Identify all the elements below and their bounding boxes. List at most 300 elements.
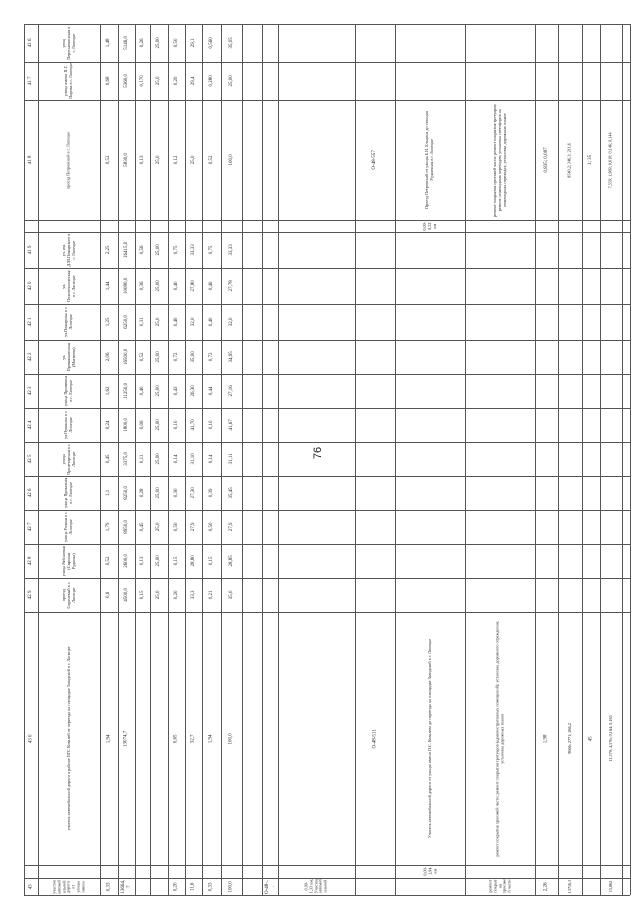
table-cell-no: [24, 442, 38, 476]
table-cell-street: [38, 408, 100, 442]
table-cell-text: 1,1: [106, 489, 112, 497]
table-cell-c1: [135, 544, 150, 578]
table-cell-c2: [150, 374, 168, 408]
table-cell-c2: [150, 510, 168, 544]
table-cell-text: 1,94: [208, 734, 214, 743]
table-cell-darea: [558, 612, 582, 865]
table-cell-text: 100,0: [228, 154, 234, 166]
table-cell-text: 42 3: [28, 386, 34, 396]
table-cell-text: 33,3: [190, 590, 196, 600]
table-cell-street: [38, 62, 100, 100]
table-cell-text: 1; 35: [588, 154, 594, 166]
table-cell-text: 100,0: [228, 732, 234, 745]
table-cell-text: 25,00: [156, 419, 162, 431]
table-cell-dq1: [582, 100, 600, 220]
table-cell-text: улица Пришвина в г. Липецке: [63, 375, 73, 407]
table-cell-text: 1,25: [106, 317, 112, 327]
table-cell-c6: [221, 510, 242, 544]
table-cell-street: [38, 340, 100, 374]
table-cell-text: 0,56: [139, 245, 145, 255]
table-cell-text: 27,78: [228, 280, 234, 292]
table-cell-c5: [202, 232, 221, 268]
table-cell-text: 0,15: [139, 590, 145, 600]
table-cell-dq2: [600, 878, 622, 895]
table-cell-c1: [135, 24, 150, 62]
table-cell-c5: [202, 510, 221, 544]
table-cell-text: 41 7: [28, 76, 34, 86]
table-cell-c3: [168, 442, 185, 476]
table-cell-text: проезд Петровский в г. Липецке: [65, 131, 71, 189]
table-cell-text: 1,48: [106, 38, 112, 48]
table-cell-text: 26,30: [190, 385, 196, 397]
table-cell-text: 1,98: [543, 734, 549, 743]
table-cell-text: 100,0: [228, 880, 234, 893]
table-cell-text: 11,379; 4,576; 0,184; 0,185: [607, 715, 613, 762]
table-cell-c2: [150, 24, 168, 62]
table-cell-c4: [185, 304, 202, 340]
table-cell-text: 0,00-0,52 км: [421, 221, 437, 231]
table-cell-text: 0,15: [208, 556, 214, 566]
table-cell-text: 1,94: [106, 734, 112, 743]
table-cell-c2: [150, 340, 168, 374]
table-cell-c2: [150, 232, 168, 268]
table-cell-no: [24, 878, 38, 895]
table-cell-text: 2,06: [106, 352, 112, 362]
table-cell-text: 6250,0: [123, 315, 129, 329]
table-cell-text: 4500,0: [123, 588, 129, 602]
table-cell-text: 8540,2; 346,3; 211,6: [566, 142, 572, 178]
table-cell-text: 42 8: [28, 556, 34, 566]
table-cell-text: ул.Пушкина в г. Липецке: [63, 410, 73, 440]
page-number-text: 76: [312, 446, 324, 460]
table-cell-length: [100, 878, 118, 895]
table-cell-text: 41 8: [28, 155, 34, 165]
table-cell-text: 29,4: [190, 76, 196, 86]
table-cell-length: [100, 408, 118, 442]
table-cell-length: [100, 510, 118, 544]
table-cell-c3: [168, 304, 185, 340]
table-cell-c6: [221, 612, 242, 865]
table-cell-street: [38, 612, 100, 865]
table-cell-text: 27,30: [190, 487, 196, 499]
table-cell-c6: [221, 374, 242, 408]
table-cell-c5: [202, 878, 221, 895]
table-cell-dwork: [465, 878, 535, 895]
table-cell-c2: [150, 268, 168, 304]
table-cell-text: улица Пролетарская в г. Липецке: [60, 443, 76, 475]
table-cell-text: 13074,7: [123, 730, 129, 747]
table-cell-c3: [168, 612, 185, 865]
table-cell-text: 27,16: [228, 385, 234, 397]
table-cell-street: [38, 510, 100, 544]
table-cell-text: 43: [28, 884, 34, 889]
table-cell-text: ремонт покрытия проезжей части; ремонт покрытия тротуаров (административных помещений); установка дорожного ограждения; установка дорожных знаков: [494, 620, 504, 857]
table-cell-ddesc: [395, 220, 465, 232]
table-cell-area: [118, 544, 135, 578]
table-cell-length: [100, 578, 118, 612]
table-cell-text: 0,24: [106, 420, 112, 430]
table-cell-c5: [202, 304, 221, 340]
table-cell-text: 2,26: [543, 882, 549, 891]
table-cell-no: [24, 24, 38, 62]
table-cell-text: 25,00: [156, 280, 162, 292]
table-cell-text: улица Рочная в г. Липецке: [63, 511, 73, 543]
table-cell-text: 13664,7: [120, 879, 132, 894]
table-cell-text: 5360,0: [123, 74, 129, 88]
table-cell-dwork: [465, 100, 535, 220]
table-cell-text: 25,0: [190, 155, 196, 165]
table-cell-street: [38, 268, 100, 304]
table-cell-text: 25,00: [156, 453, 162, 465]
table-cell-text: 35,0: [228, 590, 234, 600]
table-cell-text: ремонт покрытия проезжей части; ремонт покрытия тротуаров; ремонт пешеходных переходов; установка светофоров на пешеходных переходах; установка дорожных знаков: [491, 103, 507, 217]
table-cell-text: 25,00: [156, 244, 162, 256]
table-cell-text: 42 2: [28, 352, 34, 362]
table-cell-c4: [185, 544, 202, 578]
table-cell-area: [118, 340, 135, 374]
table-cell-text: 0,14: [173, 454, 179, 464]
table-cell-c6: [221, 442, 242, 476]
table-cell-dwork: [465, 612, 535, 865]
table-cell-c3: [168, 268, 185, 304]
table-cell-text: 15,862: [607, 880, 613, 893]
table-cell-text: 7,559; 1,969; 0,610; 0,146; 0,144: [607, 132, 613, 188]
table-cell-c2: [150, 408, 168, 442]
table-cell-text: 35,00: [190, 351, 196, 363]
table-cell-street: [38, 100, 100, 220]
table-cell-area: [118, 408, 135, 442]
table-cell-text: 0,43: [173, 386, 179, 396]
table-cell-area: [118, 878, 135, 895]
table-cell-text: 33,33: [228, 244, 234, 256]
table-cell-text: 0,28: [139, 488, 145, 498]
table-cell-text: 0,75: [208, 245, 214, 255]
table-cell-text: 25,0: [156, 522, 162, 532]
table-cell-text: 34,95: [228, 351, 234, 363]
table-cell-text: 0,33: [208, 882, 214, 891]
table-cell-text: ул. Политехническая в г. Липецке: [60, 270, 76, 302]
table-cell-text: 16500,0: [123, 348, 129, 366]
col-rule: [622, 24, 623, 895]
table-cell-text: ул. им. Д.М.Пожарского в г. Липецке: [60, 233, 76, 267]
table-cell-text: 25,00: [156, 555, 162, 567]
table-cell-text: 42 7: [28, 522, 34, 532]
table-cell-text: 41,70: [190, 419, 196, 431]
table-cell-c5: [202, 544, 221, 578]
table-cell-text: 0,33: [106, 882, 112, 891]
col-rule: [262, 24, 263, 895]
table-cell-text: 0,10: [173, 420, 179, 430]
table-cell-area: [118, 612, 135, 865]
table-cell-no: [24, 232, 38, 268]
table-cell-text: 0,26: [139, 38, 145, 48]
table-cell-c3: [168, 510, 185, 544]
table-cell-area: [118, 374, 135, 408]
table-cell-text: 5830,0: [123, 153, 129, 167]
table-cell-text: 32,0: [190, 317, 196, 327]
table-cell-text: 0,50: [173, 522, 179, 532]
table-cell-c1: [135, 476, 150, 510]
table-cell-c4: [185, 100, 202, 220]
table-cell-text: 0,170: [139, 75, 145, 87]
table-cell-c6: [221, 544, 242, 578]
col-rule: [630, 24, 631, 895]
table-cell-c5: [202, 340, 221, 374]
table-cell-c6: [221, 476, 242, 510]
table-cell-street: [38, 304, 100, 340]
table-cell-text: 25,00: [228, 75, 234, 87]
table-cell-area: [118, 24, 135, 62]
table-cell-c4: [185, 442, 202, 476]
table-cell-c2: [150, 578, 168, 612]
table-cell-c5: [202, 612, 221, 865]
table-cell-c5: [202, 476, 221, 510]
col-rule: [278, 24, 279, 895]
table-cell-text: улиц Пересыпкинская в г. Липецке: [60, 26, 76, 60]
table-cell-length: [100, 442, 118, 476]
table-cell-area: [118, 62, 135, 100]
table-cell-text: 42 9: [28, 590, 34, 600]
table-cell-c4: [185, 612, 202, 865]
table-cell-c1: [135, 374, 150, 408]
row-rule: [24, 220, 630, 221]
table-cell-text: улица Прокатная в г. Липецке: [63, 477, 73, 509]
table-cell-text: 33,33: [190, 244, 196, 256]
table-cell-dcode: [355, 612, 395, 865]
table-cell-length: [100, 62, 118, 100]
table-cell-c3: [168, 24, 185, 62]
table-cell-text: 0,11: [139, 454, 145, 464]
table-cell-text: 25,0: [156, 590, 162, 600]
table-cell-text: 0,52: [106, 155, 112, 165]
table-cell-text: О-48-511: [372, 728, 378, 749]
table-cell-street: [38, 578, 100, 612]
table-cell-text: 32,7: [190, 734, 196, 743]
table-cell-text: 0,560: [208, 37, 214, 49]
table-cell-length: [100, 340, 118, 374]
table-cell-darea: [558, 100, 582, 220]
table-cell-text: 25,0: [156, 317, 162, 327]
table-cell-text: 0,45: [106, 454, 112, 464]
table-cell-c4: [185, 578, 202, 612]
table-cell-no: [24, 268, 38, 304]
table-cell-text: 43 0: [28, 734, 34, 743]
table-cell-text: О-48-557: [372, 150, 378, 170]
table-cell-text: проезд Сиреневый в г. Липецке: [60, 581, 76, 609]
table-cell-text: участок автомобильной дороги от улицы имени: [51, 879, 86, 894]
table-cell-text: 41 9: [28, 245, 34, 255]
table-cell-no: [24, 374, 38, 408]
table-cell-c3: [168, 878, 185, 895]
table-cell-ddesc: [395, 865, 465, 878]
table-cell-text: 0,72: [208, 352, 214, 362]
table-cell-text: 29,1: [190, 38, 196, 48]
table-cell-c5: [202, 442, 221, 476]
table-cell-text: 0,30: [173, 488, 179, 498]
table-cell-dlen: [535, 878, 558, 895]
table-cell-text: 1,79: [106, 522, 112, 532]
table-cell-c6: [221, 340, 242, 374]
table-cell-text: 0,40: [208, 317, 214, 327]
table-cell-text: 0,14: [208, 454, 214, 464]
table-cell-length: [100, 304, 118, 340]
table-cell-length: [100, 612, 118, 865]
table-cell-c2: [150, 304, 168, 340]
table-cell-length: [100, 374, 118, 408]
table-cell-c4: [185, 510, 202, 544]
table-cell-area: [118, 100, 135, 220]
table-cell-c6: [221, 62, 242, 100]
table-cell-c5: [202, 100, 221, 220]
table-cell-c4: [185, 62, 202, 100]
table-cell-c6: [221, 304, 242, 340]
table-cell-c5: [202, 62, 221, 100]
table-cell-no: [24, 62, 38, 100]
table-cell-dt: [278, 878, 355, 895]
table-cell-text: ул.Пошарина в г. Липецке: [63, 306, 73, 338]
table-cell-length: [100, 268, 118, 304]
table-cell-text: 41 6: [28, 38, 34, 48]
table-cell-text: 28,80: [190, 555, 196, 567]
table-cell-text: 16415,0: [123, 241, 129, 259]
table-cell-text: 1,44: [106, 281, 112, 291]
table-cell-c3: [168, 62, 185, 100]
table-cell-area: [118, 304, 135, 340]
table-cell-text: 42 1: [28, 317, 34, 327]
table-cell-c5: [202, 578, 221, 612]
table-cell-c6: [221, 578, 242, 612]
table-cell-text: 5146,0: [123, 36, 129, 50]
table-cell-text: 27,9: [190, 522, 196, 532]
table-cell-text: 10080,0: [123, 277, 129, 295]
table-cell-text: 13716,5: [566, 879, 572, 894]
table-cell-length: [100, 100, 118, 220]
table-cell-text: улица Рябиновая (Сырская Рудника): [60, 546, 76, 576]
table-cell-c1: [135, 100, 150, 220]
table-cell-text: 0,06: [139, 420, 145, 430]
table-cell-text: 0,15: [173, 556, 179, 566]
table-cell-text: 35,45: [228, 487, 234, 499]
table-cell-text: 42 4: [28, 420, 34, 430]
table-cell-text: 25,0: [156, 155, 162, 165]
table-cell-text: 11250,0: [123, 382, 129, 400]
table-cell-text: 8950,0: [123, 520, 129, 534]
table-cell-c2: [150, 442, 168, 476]
table-cell-text: 0,65: [173, 734, 179, 743]
table-cell-no: [24, 340, 38, 374]
table-cell-text: 1,62: [106, 386, 112, 396]
table-cell-text: 0,835; 0,087: [543, 147, 549, 173]
table-cell-length: [100, 476, 118, 510]
table-cell-c2: [150, 476, 168, 510]
table-cell-text: 11,6: [190, 882, 196, 891]
table-cell-c3: [168, 408, 185, 442]
table-cell-text: 28,85: [228, 555, 234, 567]
table-cell-c1: [135, 578, 150, 612]
table-cell-text: 1800,0: [123, 418, 129, 432]
table-cell-no: [24, 476, 38, 510]
table-cell-c3: [168, 544, 185, 578]
table-cell-text: 0,72: [173, 352, 179, 362]
row-rule: [24, 865, 630, 866]
table-cell-text: улица имени П.Г. Пирова в г. Липецке: [63, 63, 73, 99]
table-cell-text: ул. Промышленная (Матвеева): [60, 342, 76, 372]
table-cell-no: [24, 578, 38, 612]
table-cell-text: 0,50: [208, 522, 214, 532]
table-cell-c4: [185, 268, 202, 304]
table-cell-text: 0,31: [139, 317, 145, 327]
table-cell-text: 9666; 2771; 266,2: [566, 723, 572, 754]
table-cell-text: 0,20: [173, 882, 179, 891]
table-cell-no: [24, 100, 38, 220]
table-cell-no: [24, 510, 38, 544]
table-cell-text: 42 0: [28, 281, 34, 291]
table-cell-text: О-48-...: [264, 879, 275, 894]
table-cell-c5: [202, 24, 221, 62]
table-cell-text: Участок автомобильной дороги от улицы имени П.С. Ковалева до переезда на площадке Заводской в г. Липецке: [426, 638, 432, 839]
table-cell-c2: [150, 100, 168, 220]
table-cell-text: 0,50: [173, 38, 179, 48]
table-cell-text: 0,52: [106, 556, 112, 566]
table-cell-text: 0,00-1,94 км: [421, 867, 437, 876]
table-cell-text: 32,0: [228, 317, 234, 327]
table-cell-text: 0,45: [139, 522, 145, 532]
table-cell-c5: [202, 408, 221, 442]
table-cell-c4: [185, 476, 202, 510]
table-cell-text: 42 5: [28, 454, 34, 464]
table-cell-area: [118, 442, 135, 476]
table-cell-dcode: [355, 100, 395, 220]
table-cell-c4: [185, 374, 202, 408]
table-cell-c6: [221, 878, 242, 895]
table-cell-no: [24, 544, 38, 578]
table-cell-c1: [135, 304, 150, 340]
table-cell-c4: [185, 340, 202, 374]
table-cell-dq2: [600, 612, 622, 865]
table-cell-c4: [185, 24, 202, 62]
table-cell-length: [100, 544, 118, 578]
table-cell-c1: [135, 62, 150, 100]
table-cell-text: 0,40: [173, 281, 179, 291]
table-cell-text: 45: [588, 736, 594, 741]
table-cell-text: 35,05: [228, 37, 234, 49]
table-cell-text: 42 6: [28, 488, 34, 498]
table-cell-dlen: [535, 100, 558, 220]
table-cell-text: 0,12: [173, 155, 179, 165]
table-cell-street: [38, 374, 100, 408]
table-cell-text: ремонт покрытия проезжей части: [486, 879, 512, 894]
table-cell-c4: [185, 408, 202, 442]
table-cell-c6: [221, 100, 242, 220]
table-cell-street: [38, 544, 100, 578]
table-cell-area: [118, 578, 135, 612]
table-cell-text: 8250,0: [123, 486, 129, 500]
table-cell-text: 0,52: [208, 155, 214, 165]
table-cell-c6: [221, 268, 242, 304]
table-cell-area: [118, 232, 135, 268]
table-cell-length: [100, 24, 118, 62]
table-cell-c6: [221, 24, 242, 62]
table-cell-c3: [168, 340, 185, 374]
table-cell-text: 2600,0: [123, 554, 129, 568]
table-cell-text: 0,13: [139, 155, 145, 165]
table-cell-no: [24, 612, 38, 865]
table-cell-c6: [221, 408, 242, 442]
table-cell-dlen: [535, 612, 558, 865]
table-cell-no: [24, 304, 38, 340]
table-cell-text: 3375,0: [123, 452, 129, 466]
table-cell-text: 25,00: [156, 385, 162, 397]
